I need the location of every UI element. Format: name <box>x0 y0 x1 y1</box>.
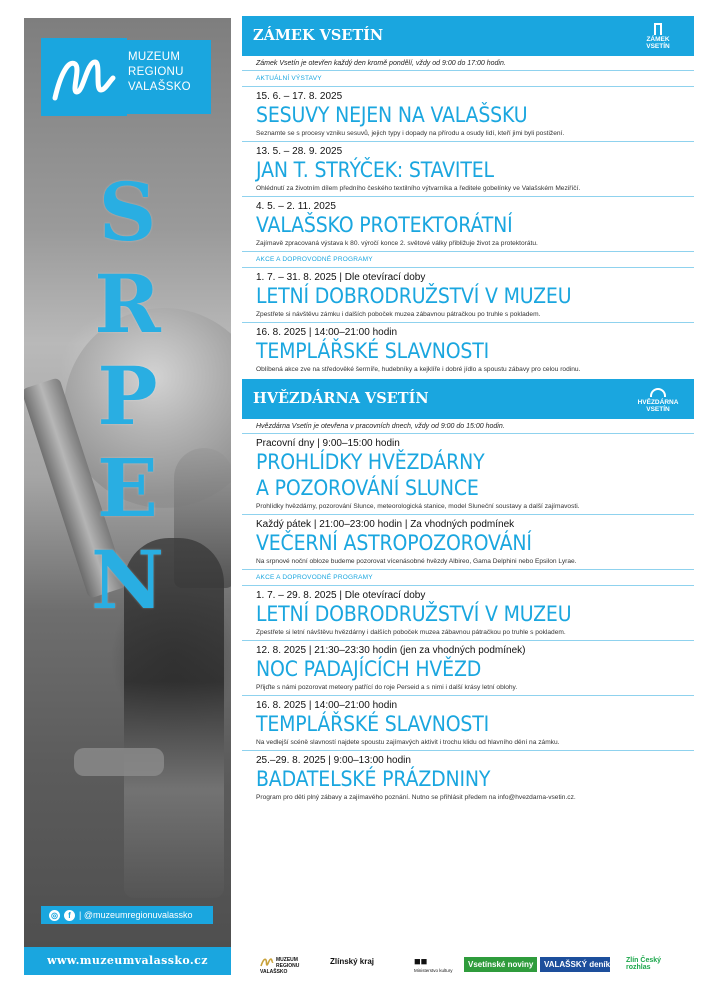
social-handle[interactable]: | @muzeumregionuvalassko <box>79 910 193 920</box>
event-item[interactable] <box>242 585 694 640</box>
event-title: BADATELSKÉ PRÁZDNINY <box>256 767 491 792</box>
castle-logo <box>634 22 682 52</box>
month-title <box>24 166 231 626</box>
opening-hours-note: Hvězdárna Vsetín je otevřena v pracovních dnech, vždy od 9:00 do 15:00 hodin. <box>256 423 505 430</box>
museum-logo-text <box>116 40 211 114</box>
instagram-icon[interactable]: ◎ <box>49 910 60 921</box>
event-description: Ohlédnutí za životním dílem předního českého textilního výtvarníka a ředitele gobelínky ve Valašském Meziříčí. <box>256 185 581 192</box>
observatory-dome-icon <box>650 388 666 397</box>
sponsor-vsetinske-noviny[interactable] <box>464 957 537 972</box>
event-description: Přijďte s námi pozorovat meteory patřící do roje Perseid a s nimi i další krásy letní oblohy. <box>256 684 518 691</box>
sponsor-name: MUZEUM REGIONU VALAŠSKO <box>260 957 300 975</box>
museum-logo[interactable] <box>24 18 231 128</box>
event-title: VEČERNÍ ASTROPOZOROVÁNÍ <box>256 531 532 556</box>
sponsor-name: Ministerstvo kultury <box>414 968 453 973</box>
month-letter: R <box>94 257 161 351</box>
sponsor-valassky-denik[interactable] <box>540 957 610 972</box>
month-letter: P <box>97 349 158 443</box>
event-description: Prohlídky hvězdárny, pozorování Slunce, meteorologická stanice, model Sluneční soustavy a další zajímavosti. <box>256 503 580 510</box>
event-description: Zpestřete si návštěvu zámku i dalších poboček muzea zábavnou pátračkou po truhle s pokladem. <box>256 311 541 318</box>
event-title: SESUVY NEJEN NA VALAŠSKU <box>256 103 528 128</box>
event-title: LETNÍ DOBRODRUŽSTVÍ V MUZEU <box>256 602 572 627</box>
website-link[interactable]: www.muzeumvalassko.cz <box>24 947 231 975</box>
month-letter: N <box>90 533 165 627</box>
section-title: HVĚZDÁRNA VSETÍN <box>253 390 429 407</box>
event-title: TEMPLÁŘSKÉ SLAVNOSTI <box>256 712 490 737</box>
person-leg-image <box>74 748 164 776</box>
section-title: ZÁMEK VSETÍN <box>253 27 384 44</box>
category-label: AKTUÁLNÍ VÝSTAVY <box>242 70 694 86</box>
logo-line-1: MUZEUM <box>128 51 181 63</box>
event-description: Program pro děti plný zábavy a zajímavého poznání. Nutno se přihlásit předem na info@hvezdarna-vsetin.cz. <box>256 794 576 801</box>
event-date: Každý pátek | 21:00–23:00 hodin | Za vhodných podmínek <box>256 519 515 530</box>
sponsor-zlinsky-kraj[interactable] <box>330 957 374 966</box>
sponsor-logos <box>256 953 696 985</box>
program-column <box>242 16 694 805</box>
event-item[interactable] <box>242 514 694 569</box>
event-title: LETNÍ DOBRODRUŽSTVÍ V MUZEU <box>256 284 572 309</box>
sponsor-name: VALAŠSKÝ deník <box>540 957 610 972</box>
event-date: 13. 5. – 28. 9. 2025 <box>256 146 343 157</box>
event-item[interactable] <box>242 433 694 514</box>
event-item[interactable] <box>242 750 694 805</box>
event-title: JAN T. STRÝČEK: STAVITEL <box>256 158 494 183</box>
facebook-icon[interactable]: f <box>64 910 75 921</box>
castle-logo-text: ZÁMEK VSETÍN <box>646 36 670 50</box>
event-description: Zpestřete si letní návštěvu hvězdárny i dalších poboček muzea zábavnou pátračkou po truhle s pokladem. <box>256 629 566 636</box>
event-date: 16. 8. 2025 | 14:00–21:00 hodin <box>256 327 398 338</box>
event-date: 16. 8. 2025 | 14:00–21:00 hodin <box>256 700 398 711</box>
month-letter: S <box>98 165 157 259</box>
event-title: VALAŠSKO PROTEKTORÁTNÍ <box>256 213 513 238</box>
event-item[interactable] <box>242 695 694 750</box>
sponsor-name: Zlín Český rozhlas <box>626 957 662 971</box>
event-description: Oblíbená akce zve na středověké šermíře, hudebníky a kejklíře i dobré jídlo a spoustu zábavy pro celou rodinu. <box>256 366 581 373</box>
event-item[interactable] <box>242 141 694 196</box>
event-date: 1. 7. – 31. 8. 2025 | Dle otevírací doby <box>256 272 426 283</box>
event-item[interactable] <box>242 267 694 322</box>
event-item[interactable] <box>242 640 694 695</box>
social-bar[interactable] <box>41 906 213 924</box>
observatory-logo-text: HVĚZDÁRNA VSETÍN <box>637 399 679 413</box>
event-title: NOC PADAJÍCÍCH HVĚZD <box>256 657 482 682</box>
event-item[interactable] <box>242 86 694 141</box>
event-date: 25.–29. 8. 2025 | 9:00–13:00 hodin <box>256 755 411 766</box>
event-description: Seznamte se s procesy vzniku sesuvů, jejich typy i dopady na přírodu a osudy lidí, kteří jimi byli postižení. <box>256 130 565 137</box>
event-date: 12. 8. 2025 | 21:30–23:30 hodin (jen za vhodných podmínek) <box>256 645 526 656</box>
event-title: TEMPLÁŘSKÉ SLAVNOSTI <box>256 339 490 364</box>
event-title-line-1: PROHLÍDKY HVĚZDÁRNY <box>256 450 485 475</box>
event-description: Na vedlejší scéně slavností najdete spoustu zajímavých aktivit i trochu klidu od hlavního dění na zámku. <box>256 739 560 746</box>
event-date: 1. 7. – 29. 8. 2025 | Dle otevírací doby <box>256 590 426 601</box>
left-photo-panel <box>24 18 231 975</box>
event-title-line-2: A POZOROVÁNÍ SLUNCE <box>256 476 479 501</box>
observatory-logo <box>634 385 682 415</box>
opening-hours-note: Zámek Vsetín je otevřen každý den kromě pondělí, vždy od 9:00 do 17:00 hodin. <box>256 60 506 67</box>
sponsor-name: Zlínský kraj <box>330 957 375 966</box>
logo-line-2: REGIONU <box>128 66 184 78</box>
museum-logo-mark <box>41 38 127 116</box>
section-header-hvezdarna <box>242 379 694 419</box>
mk-logo-icon: ■■ <box>414 956 428 968</box>
museum-m-icon <box>51 52 117 104</box>
section-header-zamek <box>242 16 694 56</box>
castle-tower-icon <box>654 23 662 35</box>
category-label: AKCE A DOPROVODNÉ PROGRAMY <box>242 251 694 267</box>
event-item[interactable] <box>242 322 694 377</box>
event-date: 4. 5. – 2. 11. 2025 <box>256 201 336 212</box>
event-date: Pracovní dny | 9:00–15:00 hodin <box>256 438 400 449</box>
logo-line-3: VALAŠSKO <box>128 81 191 93</box>
sponsor-ministerstvo-kultury[interactable] <box>414 957 458 974</box>
event-item[interactable] <box>242 196 694 251</box>
event-date: 15. 6. – 17. 8. 2025 <box>256 91 343 102</box>
event-description: Na srpnové noční obloze budeme pozorovat vícenásobné hvězdy Albireo, Gama Delphini nebo Epsilon Lyrae. <box>256 558 577 565</box>
month-letter: E <box>97 441 158 535</box>
museum-small-m-icon <box>260 957 274 967</box>
sponsor-cesky-rozhlas[interactable] <box>626 957 686 971</box>
sponsor-museum-logo[interactable] <box>260 957 318 975</box>
category-label: AKCE A DOPROVODNÉ PROGRAMY <box>242 569 694 585</box>
sponsor-name: Vsetínské noviny <box>464 957 537 972</box>
event-description: Zajímavě zpracovaná výstava k 80. výročí konce 2. světové války přibližuje život za protektorátu. <box>256 240 538 247</box>
